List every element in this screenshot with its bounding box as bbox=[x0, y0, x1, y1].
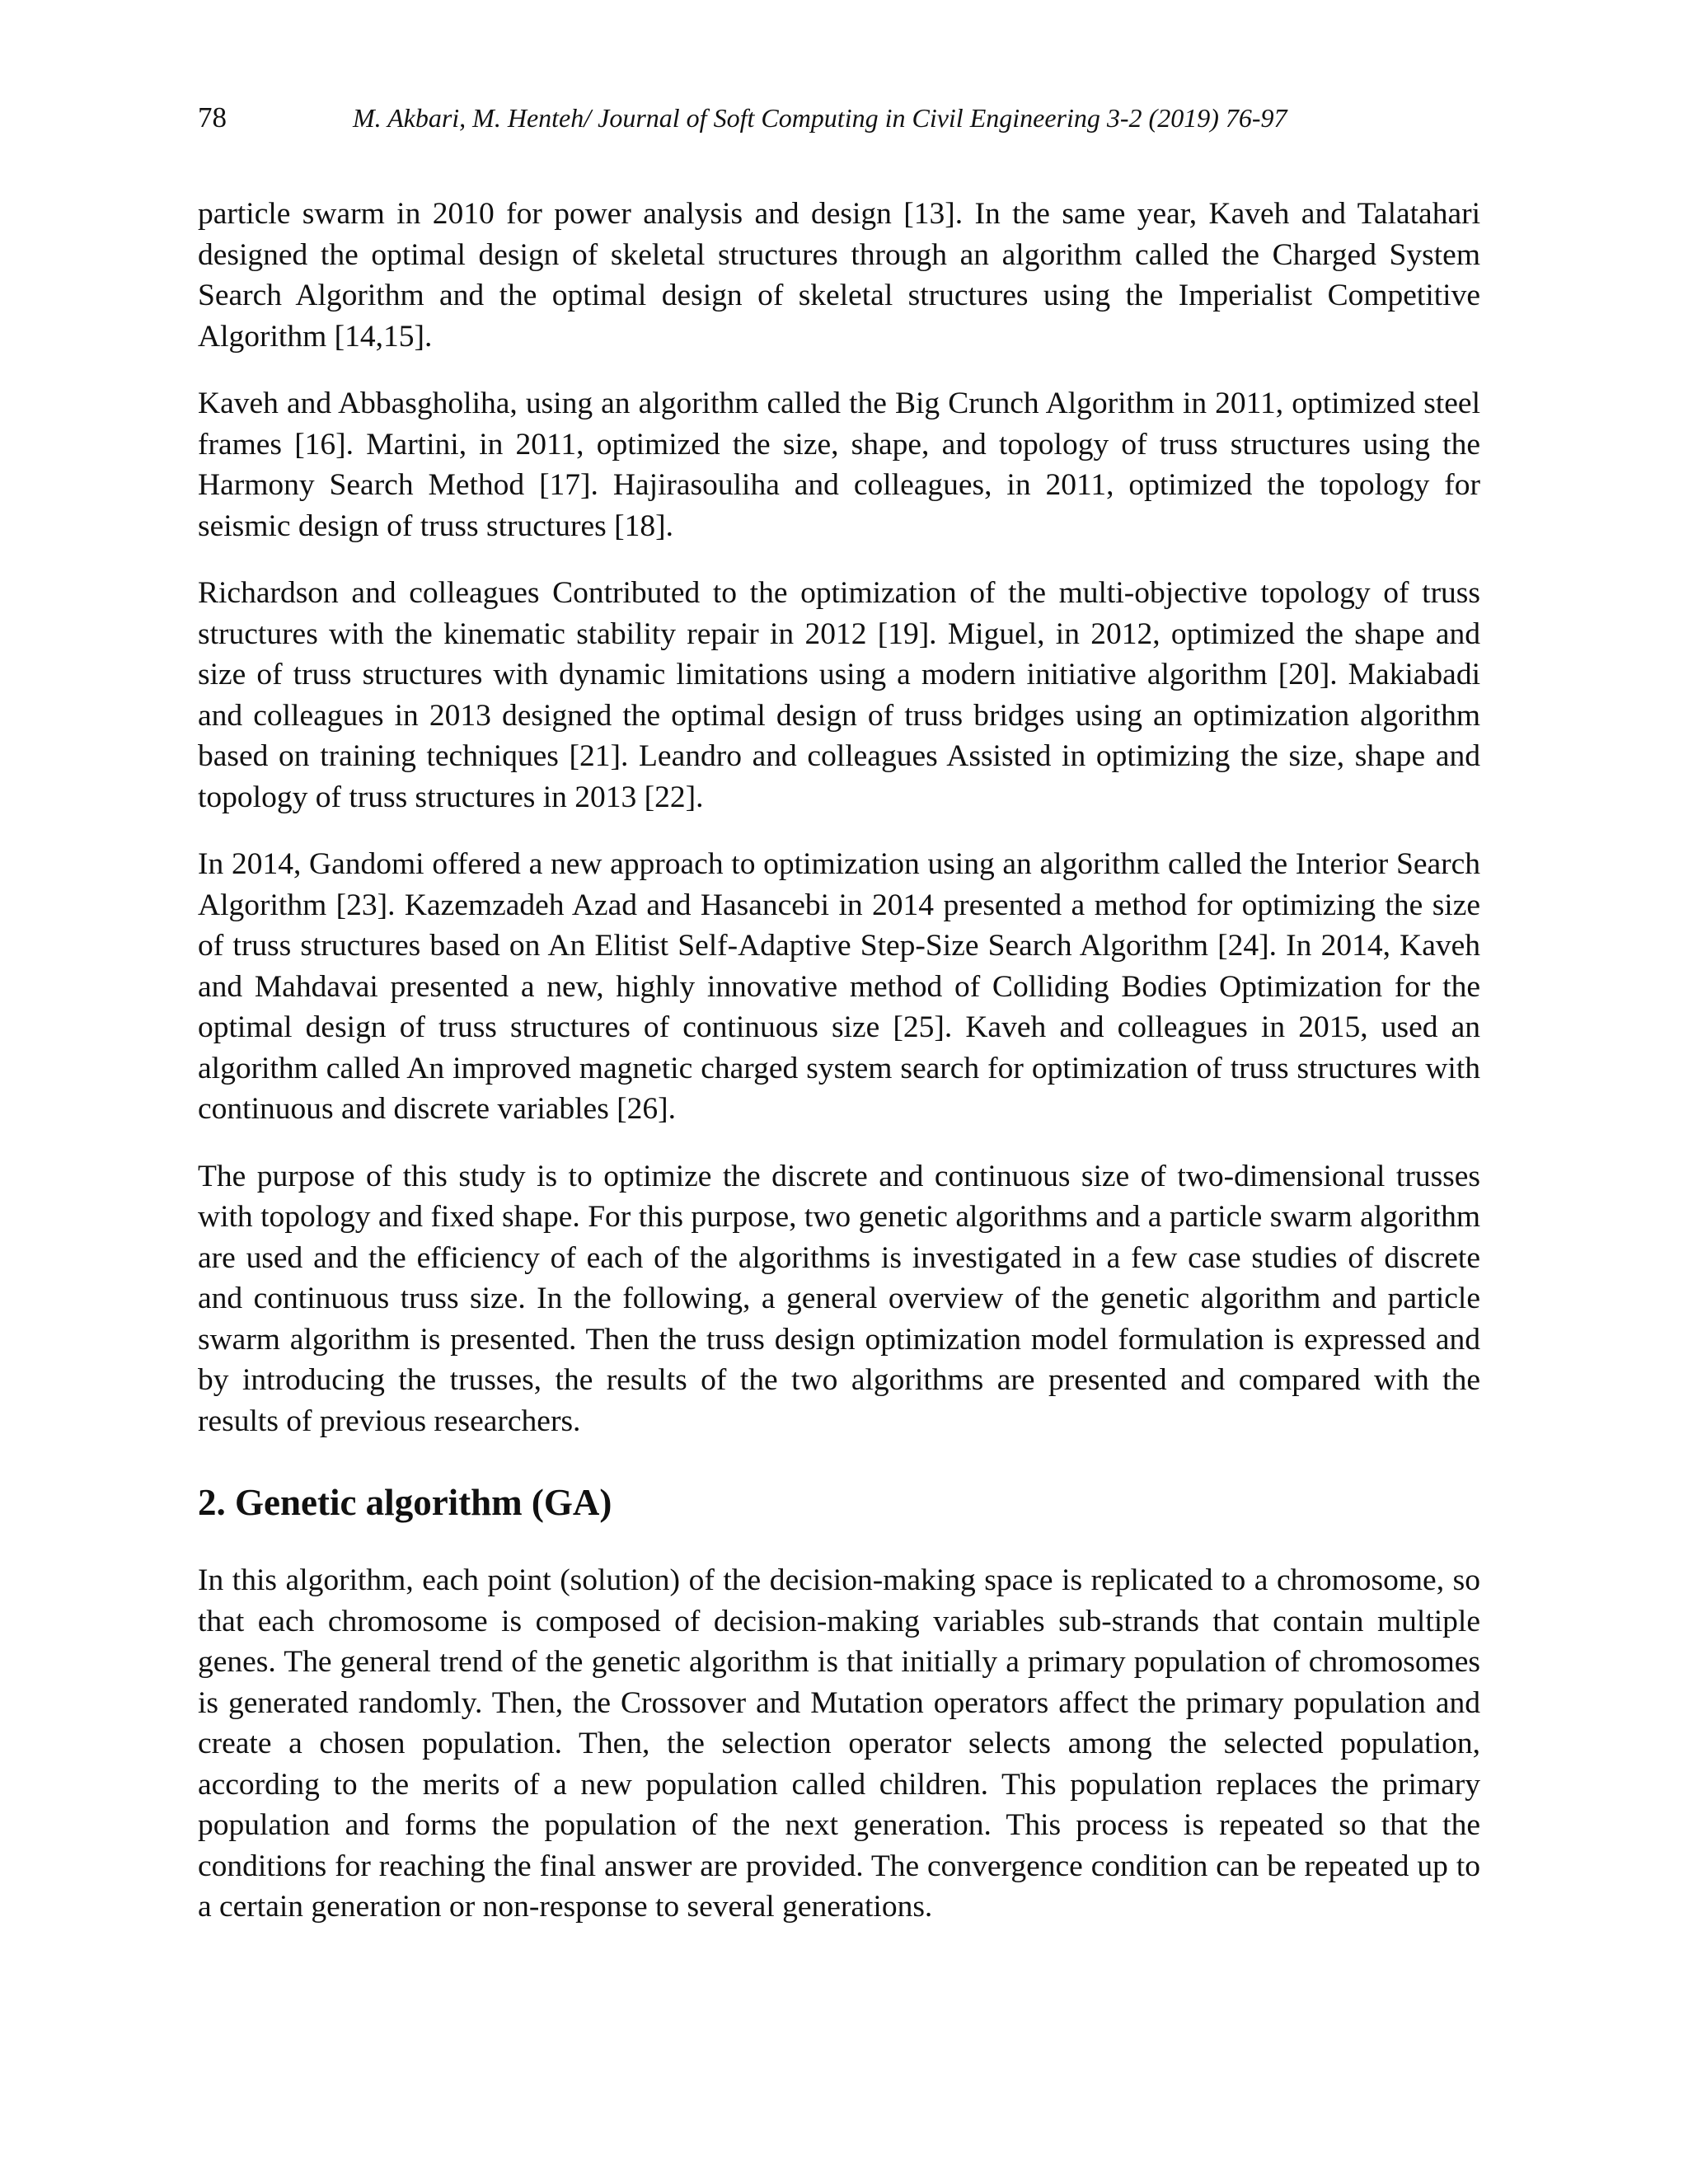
body-paragraph: particle swarm in 2010 for power analysis and design [13]. In the same year, Kaveh and Talatahari designed the optimal design of skeletal structures through an algorithm called the Charged System Search Algorithm and the optimal design of skeletal structures using the Imperialist Competitive Algorithm [14,15]. bbox=[198, 197, 1480, 354]
article-body bbox=[198, 194, 1480, 1954]
section-heading: 2. Genetic algorithm (GA) bbox=[198, 1482, 612, 1523]
body-paragraph: The purpose of this study is to optimize the discrete and continuous size of two-dimensional trusses with topology and fixed shape. For this purpose, two genetic algorithms and a particle swarm algorithm are used and the efficiency of each of the algorithms is investigated in a few case studies of discrete and continuous truss size. In the following, a general overview of the genetic algorithm and particle swarm algorithm is presented. Then the truss design optimization model formulation is expressed and by introducing the trusses, the results of the two algorithms are presented and compared with the results of previous researchers. bbox=[198, 1159, 1480, 1438]
section-paragraph: In this algorithm, each point (solution) of the decision-making space is replicated to a chromosome, so that each chromosome is composed of decision-making variables sub-strands that contain multiple genes. The general trend of the genetic algorithm is that initially a primary population of chromosomes is generated randomly. Then, the Crossover and Mutation operators affect the primary population and create a chosen population. Then, the selection operator selects among the selected population, according to the merits of a new population called children. This population replaces the primary population and forms the population of the next generation. This process is repeated so that the conditions for reaching the final answer are provided. The convergence condition can be repeated up to a certain generation or non-response to several generations. bbox=[198, 1563, 1480, 1924]
journal-citation: M. Akbari, M. Henteh/ Journal of Soft Computing in Civil Engineering 3-2 (2019) 76-97 bbox=[353, 103, 1287, 133]
body-paragraph: Richardson and colleagues Contributed to the optimization of the multi-objective topology of truss structures with the kinematic stability repair in 2012 [19]. Miguel, in 2012, optimized the shape and size of truss structures with dynamic limitations using a modern initiative algorithm [20]. Makiabadi and colleagues in 2013 designed the optimal design of truss bridges using an optimization algorithm based on training techniques [21]. Leandro and colleagues Assisted in optimizing the size, shape and topology of truss structures in 2013 [22]. bbox=[198, 576, 1480, 814]
body-paragraph: Kaveh and Abbasgholiha, using an algorithm called the Big Crunch Algorithm in 2011, optimized steel frames [16]. Martini, in 2011, optimized the size, shape, and topology of truss structures using the Harmony Search Method [17]. Hajirasouliha and colleagues, in 2011, optimized the topology for seismic design of truss structures [18]. bbox=[198, 387, 1480, 543]
body-paragraph: In 2014, Gandomi offered a new approach to optimization using an algorithm called the Interior Search Algorithm [23]. Kazemzadeh Azad and Hasancebi in 2014 presented a method for optimizing the size of truss structures based on An Elitist Self-Adaptive Step-Size Search Algorithm [24]. In 2014, Kaveh and Mahdavai presented a new, highly innovative method of Colliding Bodies Optimization for the optimal design of truss structures of continuous size [25]. Kaveh and colleagues in 2015, used an algorithm called An improved magnetic charged system search for optimization of truss structures with continuous and discrete variables [26]. bbox=[198, 847, 1480, 1126]
page-number: 78 bbox=[198, 101, 227, 134]
running-header bbox=[198, 97, 1484, 138]
